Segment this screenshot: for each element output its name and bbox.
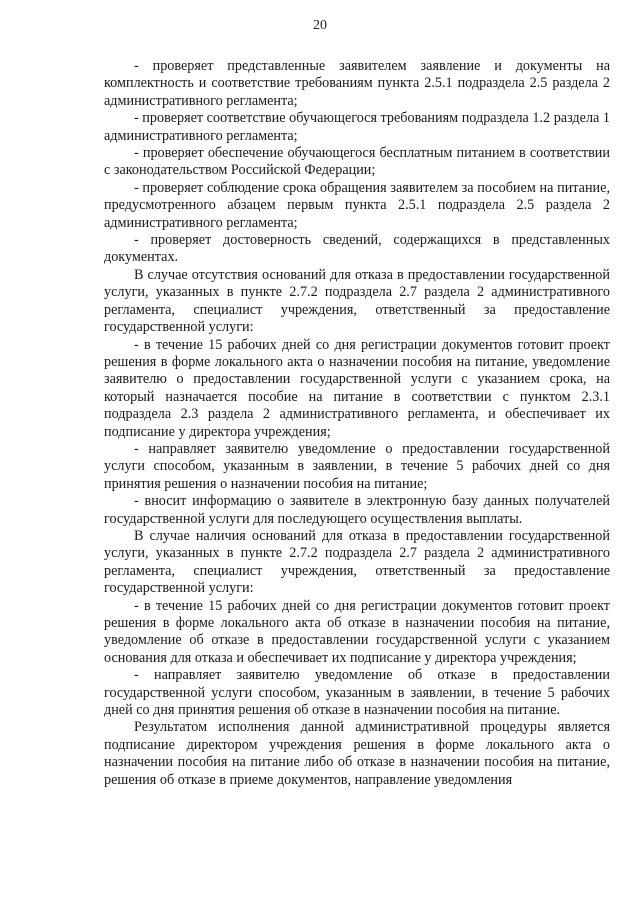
paragraph: - в течение 15 рабочих дней со дня регистрации документов готовит проект решения в форме локального акта о назначении пособия на питание, уведомление заявителю о предоставлении государственной услуги с указанием срока, на который назначается пособие на питание в соответствии с пунктом 2.3.1 подраздела 2.3 раздела 2 административного регламента, и обеспечивает их подписание у директора учреждения;: [104, 336, 610, 440]
paragraph: Результатом исполнения данной административной процедуры является подписание директором учреждения решения в форме локального акта о назначении пособия на питание либо об отказе в назначении пособия на питание, решения об отказе в приеме документов, направление уведомления: [104, 719, 610, 788]
paragraph: - в течение 15 рабочих дней со дня регистрации документов готовит проект решения в форме локального акта об отказе в назначении пособия на питание, уведомление об отказе в предоставлении государственной услуги с указанием основания для отказа и обеспечивает их подписание у директора учреждения;: [104, 597, 610, 666]
paragraph: - проверяет представленные заявителем заявление и документы на комплектность и соответствие требованиям пункта 2.5.1 подраздела 2.5 раздела 2 административного регламента;: [104, 58, 610, 109]
paragraph: - направляет заявителю уведомление о предоставлении государственной услуги способом, указанным в заявлении, в течение 5 рабочих дней со дня принятия решения о назначении пособия на питание;: [104, 440, 610, 492]
paragraph: - направляет заявителю уведомление об отказе в предоставлении государственной услуги способом, указанным в заявлении, в течение 5 рабочих дней со дня принятия решения об отказе в назначении пособия на питание.: [104, 667, 610, 719]
page-number: 20: [313, 18, 327, 33]
paragraph: - проверяет соответствие обучающегося требованиям подраздела 1.2 раздела 1 административного регламента;: [104, 110, 610, 144]
paragraph: - проверяет достоверность сведений, содержащихся в представленных документах.: [104, 232, 610, 266]
paragraph: - проверяет соблюдение срока обращения заявителем за пособием на питание, предусмотренного абзацем первым пункта 2.5.1 подраздела 2.5 раздела 2 административного регламента;: [104, 179, 610, 231]
paragraph: В случае отсутствия оснований для отказа в предоставлении государственной услуги, указанных в пункте 2.7.2 подраздела 2.7 раздела 2 административного регламента, специалист учреждения, ответственный за предоставление государственной услуги:: [104, 266, 610, 336]
paragraph: - вносит информацию о заявителе в электронную базу данных получателей государственной услуги для последующего осуществления выплаты.: [104, 493, 610, 527]
paragraph: В случае наличия оснований для отказа в предоставлении государственной услуги, указанных в пункте 2.7.2 подраздела 2.7 раздела 2 административного регламента, специалист учреждения, ответственный за предоставление государственной услуги:: [104, 527, 610, 597]
document-body: [104, 58, 610, 789]
paragraph: - проверяет обеспечение обучающегося бесплатным питанием в соответствии с законодательством Российской Федерации;: [104, 145, 610, 179]
